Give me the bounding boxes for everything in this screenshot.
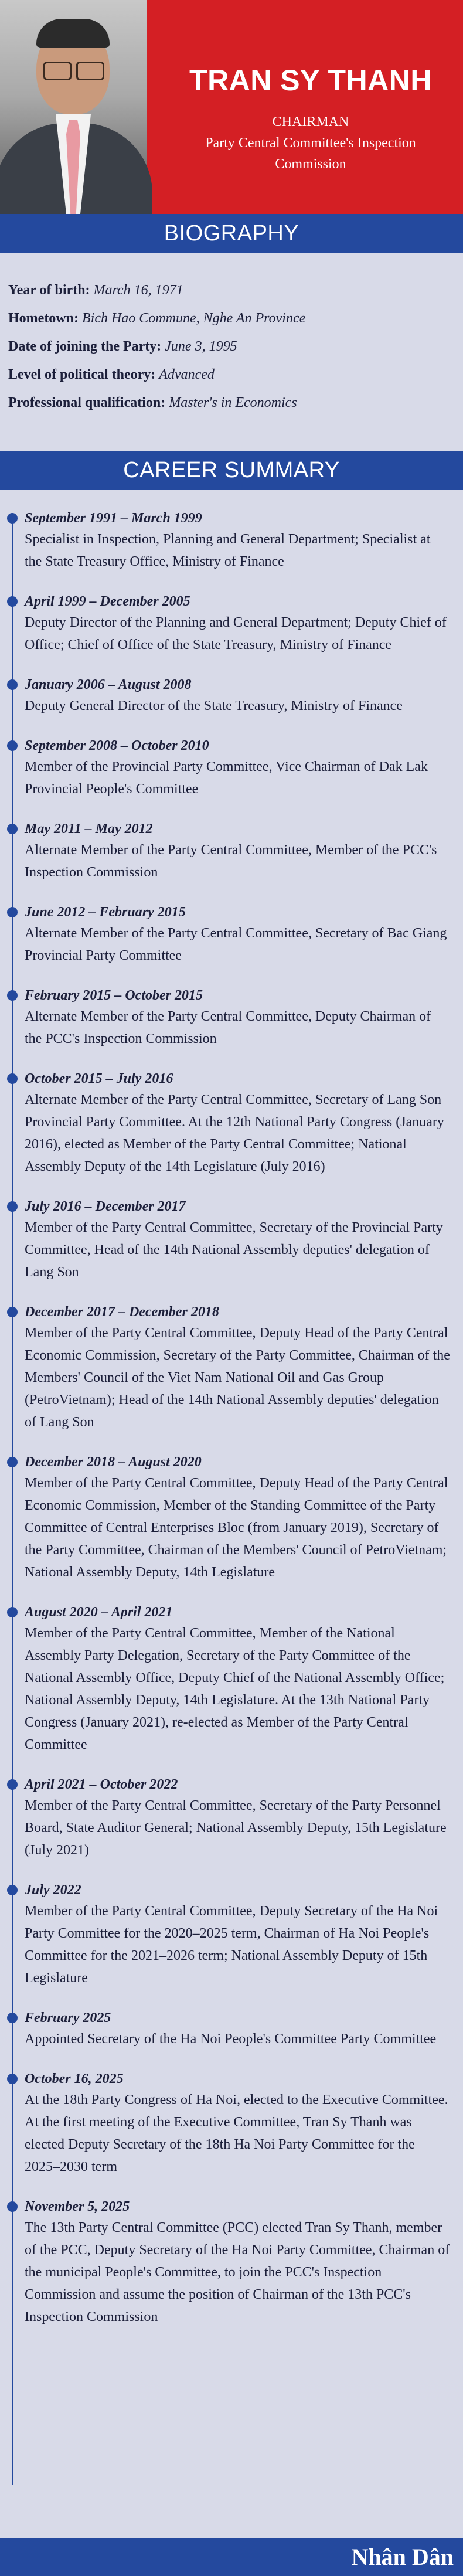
career-heading: CAREER SUMMARY [0, 451, 463, 490]
career-entry [0, 675, 450, 717]
bio-value: Bich Hao Commune, Nghe An Province [81, 311, 306, 326]
timeline-dot [7, 907, 18, 917]
timeline-dot [7, 679, 18, 690]
bio-label: Professional qualification: [8, 395, 166, 410]
career-period: September 2008 – October 2010 [25, 738, 209, 753]
career-period: July 2022 [25, 1882, 81, 1898]
bio-value: Master's in Economics [169, 395, 297, 410]
career-entry [0, 985, 450, 1050]
timeline-dot [7, 2013, 18, 2023]
career-entry [0, 508, 450, 573]
portrait-glasses-left [43, 62, 72, 80]
timeline-dot [7, 1607, 18, 1617]
timeline-dot [7, 596, 18, 607]
career-entry [0, 1775, 450, 1861]
timeline-dot [7, 1201, 18, 1212]
career-entry [0, 819, 450, 883]
career-entry [0, 2197, 450, 2328]
bio-value: June 3, 1995 [165, 339, 237, 354]
career-description: Alternate Member of the Party Central Committee, Deputy Chairman of the PCC's Inspection Commission [25, 1009, 431, 1046]
timeline-dot [7, 1779, 18, 1790]
career-description: Alternate Member of the Party Central Committee, Secretary of Lang Son Provincial Party Committee. At the 12th National Party Congress (January 2016), elected as Member of the Party Central Committee; National Assembly Deputy of the 14th Legislature (July 2016) [25, 1092, 444, 1174]
timeline-dot [7, 513, 18, 524]
portrait-photo [0, 0, 147, 214]
career-description: Deputy General Director of the State Treasury, Ministry of Finance [25, 698, 403, 713]
career-entry [0, 1452, 450, 1583]
career-period: July 2016 – December 2017 [25, 1199, 186, 1214]
career-entry [0, 2008, 450, 2050]
career-description: Member of the Party Central Committee, Deputy Head of the Party Central Economic Commission, Member of the Standing Committee of the Party Committee of Central Enterprises Bloc (from January 2019), Secretary of the Party Committee, Chairman of the Members' Council of PetroVietnam; National Assembly Deputy, 14th Legislature [25, 1476, 448, 1580]
career-entry [0, 1302, 450, 1433]
timeline-dot [7, 2074, 18, 2084]
career-period: June 2012 – February 2015 [25, 905, 186, 920]
bio-row-hometown [8, 304, 455, 332]
career-description: Member of the Party Central Committee, Member of the National Assembly Party Delegation, Secretary of the Party Committee of the National Assembly Office, Deputy Chief of the National Assembly Office; National Assembly Deputy, 14th Legislature. At the 13th National Party Congress (January 2021), re-elected as Member of the Party Central Committee [25, 1626, 445, 1752]
portrait-hair [36, 19, 110, 48]
bio-value: March 16, 1971 [93, 283, 183, 298]
biography-section [0, 253, 463, 451]
bio-row-party-joining-date [8, 332, 455, 361]
bio-row-year-of-birth [8, 276, 455, 304]
career-entry [0, 1197, 450, 1283]
career-period: April 1999 – December 2005 [25, 594, 190, 609]
career-description: Member of the Party Central Committee, Deputy Secretary of the Ha Noi Party Committee for the 2020–2025 term, Chairman of Ha Noi People's Committee for the 2021–2026 term; National Assembly Deputy of 15th Legislature [25, 1904, 438, 1986]
role-organization-line2: Commission [275, 157, 346, 172]
timeline-dot [7, 1885, 18, 1895]
career-entry [0, 736, 450, 800]
career-period: December 2017 – December 2018 [25, 1304, 219, 1320]
timeline-dot [7, 1073, 18, 1084]
biography-heading: BIOGRAPHY [0, 214, 463, 253]
bio-label: Level of political theory: [8, 367, 156, 382]
career-period: October 2015 – July 2016 [25, 1071, 173, 1086]
person-role [176, 111, 445, 175]
header-banner [0, 0, 463, 214]
role-organization-line1: Party Central Committee's Inspection [205, 135, 416, 151]
footer-bar [0, 2538, 463, 2576]
person-name: TRAN SY THANH [189, 64, 432, 97]
career-entry [0, 1602, 450, 1756]
timeline-dot [7, 824, 18, 834]
bio-label: Hometown: [8, 311, 79, 326]
career-description: Appointed Secretary of the Ha Noi People's Committee Party Committee [25, 2031, 437, 2047]
career-period: May 2011 – May 2012 [25, 821, 153, 837]
portrait-glasses-right [76, 62, 104, 80]
career-description: Member of the Party Central Committee, Secretary of the Party Personnel Board, State Auditor General; National Assembly Deputy, 15th Legislature (July 2021) [25, 1798, 447, 1858]
career-period: September 1991 – March 1999 [25, 511, 202, 526]
career-period: January 2006 – August 2008 [25, 677, 192, 692]
career-description: Specialist in Inspection, Planning and General Department; Specialist at the State Treasury Office, Ministry of Finance [25, 532, 431, 569]
career-entry [0, 2069, 450, 2178]
career-period: November 5, 2025 [25, 2199, 130, 2214]
timeline-dot [7, 1457, 18, 1467]
career-period: October 16, 2025 [25, 2071, 124, 2086]
role-title: CHAIRMAN [272, 114, 349, 130]
career-entry [0, 592, 450, 656]
bio-row-qualification [8, 389, 455, 417]
career-entry [0, 902, 450, 967]
career-description: Member of the Party Central Committee, Deputy Head of the Party Central Economic Commission, Secretary of the Party Committee, Chairman of the Members' Council of the Viet Nam National Oil and Gas Group (PetroVietnam); Head of the 14th National Assembly deputies' delegation of Lang Son [25, 1326, 450, 1430]
timeline-dot [7, 990, 18, 1001]
career-description: The 13th Party Central Committee (PCC) elected Tran Sy Thanh, member of the PCC, Deputy Secretary of the Ha Noi Party Committee, Chairman of the municipal People's Committee, to join the PCC's Inspection Commission and assume the position of Chairman of the 13th PCC's Inspection Commission [25, 2220, 450, 2324]
bio-row-political-theory [8, 361, 455, 389]
career-description: Alternate Member of the Party Central Committee, Secretary of Bac Giang Provincial Party Committee [25, 926, 447, 963]
career-period: February 2025 [25, 2010, 111, 2026]
career-entry [0, 1880, 450, 1989]
bio-value: Advanced [159, 367, 215, 382]
timeline-dot [7, 740, 18, 751]
career-description: Deputy Director of the Planning and General Department; Deputy Chief of Office; Chief of Office of the State Treasury, Ministry of Finance [25, 615, 447, 653]
career-description: At the 18th Party Congress of Ha Noi, elected to the Executive Committee. At the first meeting of the Executive Committee, Tran Sy Thanh was elected Deputy Secretary of the 18th Ha Noi Party Committee for the 2025–2030 term [25, 2092, 448, 2174]
career-timeline [0, 490, 463, 2496]
bio-label: Year of birth: [8, 283, 90, 298]
timeline-dot [7, 2201, 18, 2212]
career-description: Member of the Provincial Party Committee, Vice Chairman of Dak Lak Provincial People's Committee [25, 759, 428, 797]
bio-label: Date of joining the Party: [8, 339, 162, 354]
career-description: Alternate Member of the Party Central Committee, Member of the PCC's Inspection Commission [25, 842, 437, 880]
career-period: April 2021 – October 2022 [25, 1777, 178, 1792]
career-period: August 2020 – April 2021 [25, 1605, 173, 1620]
career-period: February 2015 – October 2015 [25, 988, 203, 1003]
career-period: December 2018 – August 2020 [25, 1454, 202, 1470]
career-entry [0, 1069, 450, 1178]
timeline-dot [7, 1307, 18, 1317]
career-description: Member of the Party Central Committee, Secretary of the Provincial Party Committee, Head of the 14th National Assembly deputies' delegation of Lang Son [25, 1220, 443, 1280]
brand-logo: Nhân Dân [351, 2544, 454, 2570]
